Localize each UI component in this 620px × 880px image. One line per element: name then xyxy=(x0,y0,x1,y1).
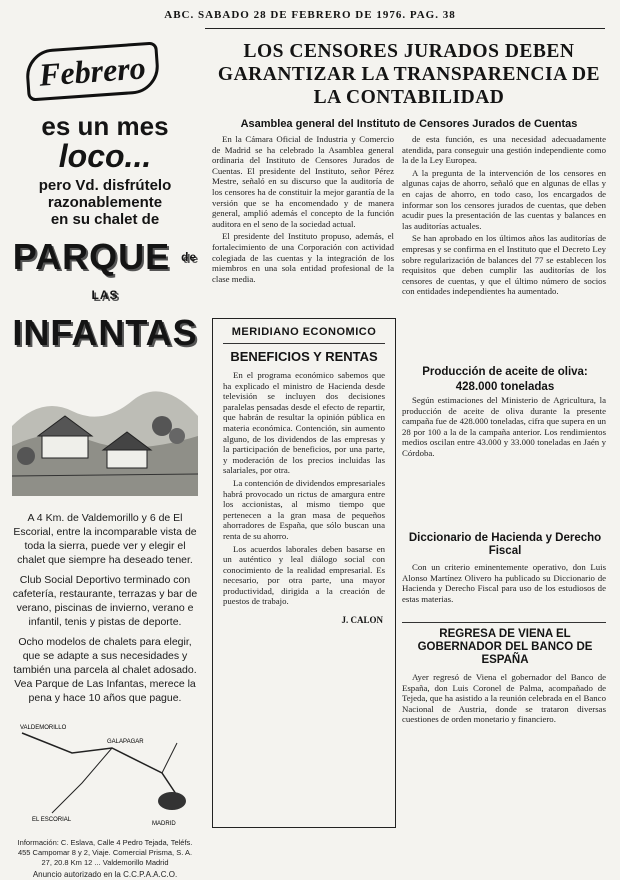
article-column-2 xyxy=(402,134,606,299)
ad-logo: Febrero xyxy=(24,41,160,101)
box-title: BENEFICIOS Y RENTAS xyxy=(230,349,378,364)
ad-illustration xyxy=(12,356,198,496)
ad-map xyxy=(12,713,198,833)
regresa-title: REGRESA DE VIENA EL GOBERNADOR DEL BANCO DE ESPAÑA xyxy=(417,628,593,666)
box-paragraph: La contención de dividendos empresariales habrá provocado un rictus de amargura entre los accionistas, al mismo tiempo que pertenecen a la gran masa de pequeños ahorradores de España, que sólo buscan una renta de su ahorro. xyxy=(223,477,385,541)
regresa-paragraph: Ayer regresó de Viena el gobernador del Banco de España, don Luis Coronel de Palma, acompañado de Tejeda, que ha asistido a la reunión celebrada en el Banco Nacional de Austria, donde se trataron diversas cuestiones de orden monetario y financiero. xyxy=(402,672,606,725)
meridiano-box xyxy=(212,318,396,828)
aceite-title: Producción de aceite de oliva: xyxy=(422,366,588,378)
ad-footer: Anuncio autorizado en la C.C.P.A.A.C.O. xyxy=(32,870,178,879)
article-paragraph: Se han aprobado en los últimos años las auditorías de empresas y se confirma en el Instituto que el Decreto Ley sobre regularización de balances del 77 se establecen los requisitos que deben cumplir las auditorías de los censores de cuentas, y que el último número de socios con entidades independientes ha aumentado. xyxy=(402,233,606,297)
advertisement xyxy=(12,40,198,879)
box-paragraph: En el programa económico sabemos que ha explicado el ministro de Hacienda desde televisión se incluyen dos decisiones paralelas pensadas desde el efecto de repartir, que habrán de resultar la opinión pública en materia económica. Contención, sin aumento alguno, de los dividendos de las empresas y la participación de beneficios, por una parte, y moderación de los precios incluidas las salariales, por otra. xyxy=(223,370,385,476)
ad-brand-1: PARQUE xyxy=(12,236,171,277)
ad-line-4: razonablemente xyxy=(47,194,163,211)
box-body xyxy=(213,364,395,615)
ad-body-3: Ocho modelos de chalets para elegir, que se adapte a sus necesidades y también una parcela al chalet adosado. Vea Parque de Las Infantas, merece la pena y hace 10 años que pague. xyxy=(13,636,197,704)
section-divider xyxy=(402,622,606,623)
ad-line-2: loco... xyxy=(58,138,152,174)
diccionario-paragraph: Con un criterio eminentemente operativo, don Luis Alonso Martínez Olivero ha publicado su Diccionario de Hacienda y Derecho Fiscal para uso de los estudiosos de estas materias. xyxy=(402,562,606,604)
map-label-0: VALDEMORILLO xyxy=(20,725,67,731)
article-paragraph: El presidente del Instituto propuso, además, el fortalecimiento de una Corporación con actividad colegiada de las cuentas y la integración de los miembros en una sola entidad profesional de la clase media. xyxy=(212,231,394,284)
aceite-body xyxy=(402,395,606,461)
article-paragraph: A la pregunta de la intervención de los censores en algunas cajas de ahorro, señaló que en algunas de ellas y en cajas de ahorro, en todo caso, los encargados de informar son los censores jurados de cuentas, que deben acudir pues la presentación de las cuentas y balances en las auditorías actuales. xyxy=(402,167,606,231)
aceite-title-2: 428.000 toneladas xyxy=(455,381,555,393)
article-headline: LOS CENSORES JURADOS DEBEN GARANTIZAR LA TRANSPARENCIA DE LA CONTABILIDAD xyxy=(217,41,601,108)
aceite-paragraph: Según estimaciones del Ministerio de Agricultura, la producción de aceite de oliva durante la presente campaña fue de 428.000 toneladas, cifra que supera en un 28 por 100 a la de la campaña anterior. Los rendimientos medios oscilan entre 43.000 y 33.000 toneladas en Jaén y Córdoba. xyxy=(402,395,606,458)
map-label-1: EL ESCORIAL xyxy=(32,817,72,823)
regresa-body xyxy=(402,672,606,727)
box-signature: J. CALON xyxy=(341,615,383,626)
page-header: ABC. SABADO 28 DE FEBRERO DE 1976. PAG. 38 xyxy=(164,9,456,21)
ad-body-2: Club Social Deportivo terminado con cafetería, restaurante, terrazas y bar de verano, piscinas de invierno, verano e infantil, tenis y pistas de deporte. xyxy=(12,574,198,628)
map-label-3: MADRID xyxy=(152,821,176,827)
article-column-1 xyxy=(212,134,394,286)
ad-brand-2: INFANTAS xyxy=(12,312,198,353)
ad-brand xyxy=(12,238,198,352)
ad-line-3: pero Vd. disfrútelo xyxy=(38,177,172,194)
box-divider xyxy=(223,343,385,344)
diccionario-title: Diccionario de Hacienda y Derecho Fiscal xyxy=(408,532,602,557)
map-label-2: GALAPAGAR xyxy=(107,739,144,745)
article-paragraph: de esta función, es una necesidad adecuadamente atendida, para conseguir una gestión independiente como la de la Ley Europea. xyxy=(402,134,606,166)
ad-body-1: A 4 Km. de Valdemorillo y 6 de El Escorial, entre la incomparable vista de toda la sierra, puede ver y elegir el chalet que siempre ha deseado tener. xyxy=(13,512,197,566)
ad-line-1: es un mes xyxy=(41,111,169,141)
header-rule xyxy=(205,28,605,29)
ad-info: Información: C. Eslava, Calle 4 Pedro Tejada, Teléfs. 455 Campomar 8 y 2, Viaje. Comercial Prisma, S. A. 27, 20.8 Km 12 ... Valdemorillo Madrid xyxy=(17,838,193,867)
box-paragraph: Los acuerdos laborales deben basarse en un auténtico y leal diálogo social con conocimiento de la realidad empresarial. Es necesario, por otra parte, una mayor productividad, dirigida a la creación de puestos de trabajo. xyxy=(223,543,385,607)
ad-line-5: en su chalet de xyxy=(50,211,160,228)
diccionario-body xyxy=(402,562,606,606)
article-subhead: Asamblea general del Instituto de Censores Jurados de Cuentas xyxy=(240,118,578,130)
box-kicker: MERIDIANO ECONOMICO xyxy=(231,326,377,338)
ad-brand-suffix: de LAS xyxy=(91,250,198,302)
article-paragraph: En la Cámara Oficial de Industria y Comercio de Madrid se ha celebrado la Asamblea general ordinaria del Instituto de Censores Jurados de Cuentas. El presidente del Instituto, señor Pérez Mestre, señaló en su discurso que la auditoría de los censores ha de constituir la mejor garantía de la versión que se ha encomendado y de manera general, amplió además el concepto de la función auditora en el seno de la sociedad actual. xyxy=(212,134,394,229)
